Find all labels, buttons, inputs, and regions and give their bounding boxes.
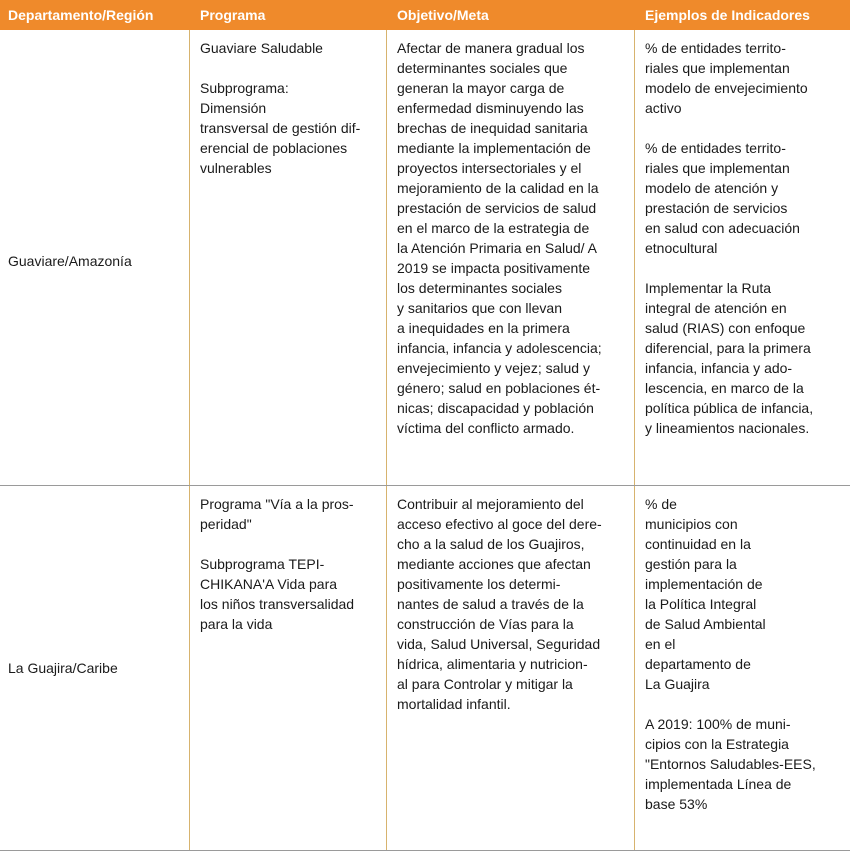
header-departamento-region: Departamento/Región: [8, 7, 154, 23]
table-row: [0, 30, 850, 485]
cell-region: La Guajira/Caribe: [8, 660, 118, 676]
header-programa: Programa: [200, 7, 266, 23]
cell-programa: Programa "Vía a la pros- peridad" Subprograma TEPI- CHIKANA'A Vida para los niños transversalidad para la vida: [200, 496, 355, 632]
table-row: [0, 486, 850, 850]
cell-programa: Guaviare Saludable Subprograma: Dimensión transversal de gestión dif- erencial de poblaciones vulnerables: [200, 40, 361, 176]
column-divider: [634, 30, 635, 485]
header-objetivo-meta: Objetivo/Meta: [397, 7, 489, 23]
row-separator: [0, 850, 850, 851]
cell-indicadores: % de municipios con continuidad en la gestión para la implementación de la Política Integral de Salud Ambiental en el departamento de La Guajira A 2019: 100% de muni- cipios con la Estrategia "Entornos Saludables-EES, implementada Línea de base 53%: [645, 496, 816, 812]
cell-region: Guaviare/Amazonía: [8, 253, 132, 269]
header-ejemplos-indicadores: Ejemplos de Indicadores: [645, 7, 810, 23]
column-divider: [189, 486, 190, 850]
cell-objetivo: Contribuir al mejoramiento del acceso efectivo al goce del dere- cho a la salud de los Guajiros, mediante acciones que afectan positivamente los determi- nantes de salud a través de la construcción de Vías para la vida, Salud Universal, Seguridad hídrica, alimentaria y nutricion- al para Controlar y mitigar la mortalidad infantil.: [397, 496, 602, 712]
column-divider: [386, 30, 387, 485]
column-divider: [189, 30, 190, 485]
table-header: [0, 0, 850, 30]
cell-objetivo: Afectar de manera gradual los determinantes sociales que generan la mayor carga de enfermedad disminuyendo las brechas de inequidad sanitaria mediante la implementación de proyectos intersectoriales y el mejoramiento de la calidad en la prestación de servicios de salud en el marco de la estrategia de la Atención Primaria en Salud/ A 2019 se impacta positivamente los determinantes sociales y sanitarios que con llevan a inequidades en la primera infancia, infancia y adolescencia; envejecimiento y vejez; salud y género; salud en poblaciones ét- nicas; discapacidad y población víctima del conflicto armado.: [397, 40, 602, 436]
column-divider: [386, 486, 387, 850]
column-divider: [634, 486, 635, 850]
cell-indicadores: % de entidades territo- riales que implementan modelo de envejecimiento activo % de entidades territo- riales que implementan modelo de atención y prestación de servicios en salud con adecuación etnocultural Implementar la Ruta integral de atención en salud (RIAS) con enfoque diferencial, para la primera infancia, infancia y ado- lescencia, en marco de la política pública de infancia, y lineamientos nacionales.: [645, 40, 814, 436]
